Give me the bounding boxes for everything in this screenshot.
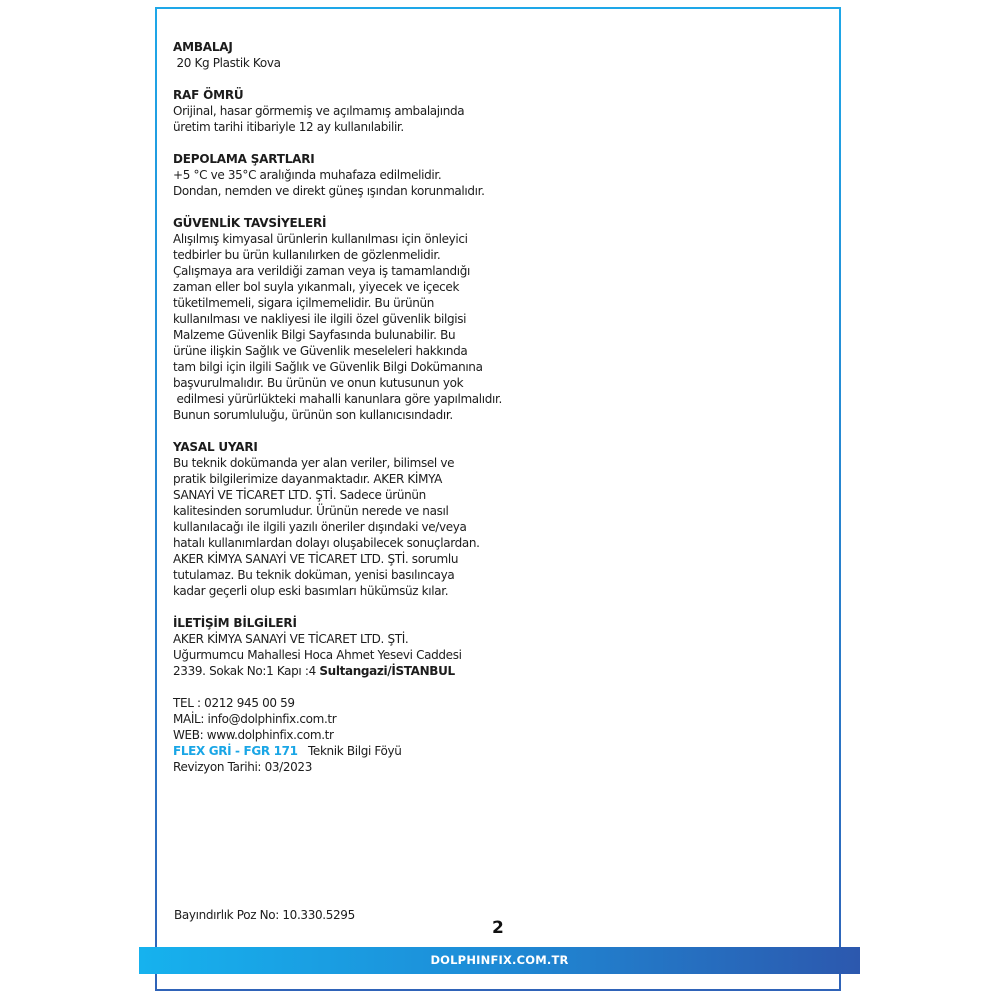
text-line: Orijinal, hasar görmemiş ve açılmamış ambalajında (173, 104, 465, 118)
company-name: AKER KİMYA SANAYİ VE TİCARET LTD. ŞTİ. (173, 632, 409, 646)
text-line: kalitesinden sorumludur. Ürünün nerede ve nasıl (173, 504, 449, 518)
text-line: edilmesi yürürlükteki mahalli kanunlara göre yapılmalıdır. (173, 392, 502, 406)
address-line (173, 663, 773, 679)
text-line: 20 Kg Plastik Kova (173, 56, 281, 70)
text-line: Alışılmış kimyasal ürünlerin kullanılması için önleyici (173, 232, 468, 246)
text-line: Çalışmaya ara verildiği zaman veya iş tamamlandığı (173, 264, 470, 278)
text-line: SANAYİ VE TİCARET LTD. ŞTİ. Sadece ürünün (173, 488, 426, 502)
section-title: RAF ÖMRÜ (173, 88, 244, 102)
section-depolama (173, 151, 773, 199)
section-title: DEPOLAMA ŞARTLARI (173, 152, 315, 166)
section-ambalaj (173, 39, 773, 71)
text-line: pratik bilgilerimize dayanmaktadır. AKER KİMYA (173, 472, 443, 486)
phone-number: TEL : 0212 945 00 59 (173, 696, 295, 710)
page-number: 2 (492, 918, 504, 938)
text-line: Bu teknik dokümanda yer alan veriler, bilimsel ve (173, 456, 455, 470)
product-code: FLEX GRİ - FGR 171 (173, 744, 298, 758)
revision-date: Revizyon Tarihi: 03/2023 (173, 760, 312, 774)
text-line: tüketilmemeli, sigara içilmemelidir. Bu ürünün (173, 296, 435, 310)
text-line: +5 °C ve 35°C aralığında muhafaza edilmelidir. (173, 168, 442, 182)
text-line: Malzeme Güvenlik Bilgi Sayfasında bulunabilir. Bu (173, 328, 456, 342)
section-guvenlik (173, 215, 773, 423)
section-title: GÜVENLİK TAVSİYELERİ (173, 216, 327, 230)
address-line: Uğurmumcu Mahallesi Hoca Ahmet Yesevi Caddesi (173, 648, 462, 662)
section-title: YASAL UYARI (173, 440, 258, 454)
footer-bar (139, 947, 860, 974)
text-line: kadar geçerli olup eski basımları hükümsüz kılar. (173, 584, 449, 598)
email-address: MAİL: info@dolphinfix.com.tr (173, 712, 337, 726)
address-district: Sultangazi/ (319, 664, 392, 678)
text-line: ürüne ilişkin Sağlık ve Güvenlik meseleleri hakkında (173, 344, 468, 358)
text-line: tutulamaz. Bu teknik doküman, yenisi basılıncaya (173, 568, 455, 582)
footer-url: DOLPHINFIX.COM.TR (430, 953, 569, 967)
text-line: kullanılması ve nakliyesi ile ilgili özel güvenlik bilgisi (173, 312, 467, 326)
product-line (173, 743, 773, 759)
poz-number: Bayındırlık Poz No: 10.330.5295 (174, 908, 355, 922)
contact-details (173, 695, 773, 775)
section-yasal-uyari (173, 439, 773, 599)
document-content (173, 39, 773, 791)
address-city: İSTANBUL (391, 664, 455, 678)
text-line: hatalı kullanımlardan dolayı oluşabilecek sonuçlardan. (173, 536, 480, 550)
text-line: AKER KİMYA SANAYİ VE TİCARET LTD. ŞTİ. sorumlu (173, 552, 459, 566)
text-line: kullanılacağı ile ilgili yazılı öneriler dışındaki ve/veya (173, 520, 467, 534)
section-iletisim (173, 615, 773, 775)
section-title: AMBALAJ (173, 40, 233, 54)
section-title: İLETİŞİM BİLGİLERİ (173, 616, 297, 630)
text-line: Bunun sorumluluğu, ürünün son kullanıcısındadır. (173, 408, 453, 422)
text-line: tedbirler bu ürün kullanılırken de gözlenmelidir. (173, 248, 441, 262)
text-line: başvurulmalıdır. Bu ürünün ve onun kutusunun yok (173, 376, 464, 390)
text-line: tam bilgi için ilgili Sağlık ve Güvenlik Bilgi Dokümanına (173, 360, 483, 374)
address-street: 2339. Sokak No:1 Kapı :4 (173, 664, 320, 678)
website: WEB: www.dolphinfix.com.tr (173, 728, 334, 742)
text-line: Dondan, nemden ve direkt güneş ışından korunmalıdır. (173, 184, 485, 198)
document-type: Teknik Bilgi Föyü (297, 744, 402, 758)
text-line: üretim tarihi itibariyle 12 ay kullanılabilir. (173, 120, 404, 134)
section-raf-omru (173, 87, 773, 135)
text-line: zaman eller bol suyla yıkanmalı, yiyecek ve içecek (173, 280, 460, 294)
